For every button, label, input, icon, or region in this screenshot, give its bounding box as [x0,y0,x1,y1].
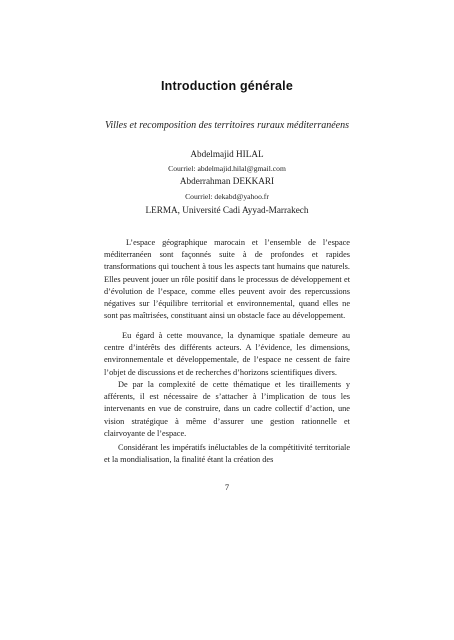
author-1-email: Courriel: abdelmajid.hilal@gmail.com [168,164,286,173]
page-subtitle: Villes et recomposition des territoires ruraux méditerranéens [104,120,350,131]
paragraph-2: Eu égard à cette mouvance, la dynamique spatiale demeure au centre d’intérêts des différents acteurs. A l’évidence, les dimensions, environnementale et développementale, de l’espace ne cessent de faire l’objet de discussions et de recherches d’horizons scientifiques divers. [104,331,350,377]
page-number: 7 [224,482,230,492]
affiliation: LERMA, Université Cadi Ayyad-Marrakech [145,205,309,215]
paragraph-1: L’espace géographique marocain et l’ensemble de l’espace méditerranéen sont façonnés suite à de profondes et rapides transformations qui touchent à tous les aspects tant humains que naturels. Elles peuvent jouer un rôle positif dans le processus de développement et d’évolution de l’espace, comme elles peuvent avoir des repercussions négatives sur l’équilibre territorial et environnemental, quand elles ne sont pas maîtrisées, constituant ainsi un obstacle face au développement. [104,238,350,321]
paragraph-4: Considérant les impératifs inéluctables de la compétitivité territoriale et la mondialisation, la finalité étant la création des [104,443,350,465]
paragraph-3: De par la complexité de cette thématique et les tiraillements y afférents, il est nécessaire de s’attacher à l’implication de tous les intervenants en vue de construire, dans un cadre collectif d’action, une vision stratégique à même d’assurer une gestion rationnelle et clairvoyante de l’espace. [104,380,350,438]
author-1-name: Abdelmajid HILAL [190,149,264,159]
page-title: Introduction générale [161,79,293,93]
author-2-email: Courriel: dekabd@yahoo.fr [185,192,269,201]
author-2-name: Abderrahman DEKKARI [179,176,275,186]
